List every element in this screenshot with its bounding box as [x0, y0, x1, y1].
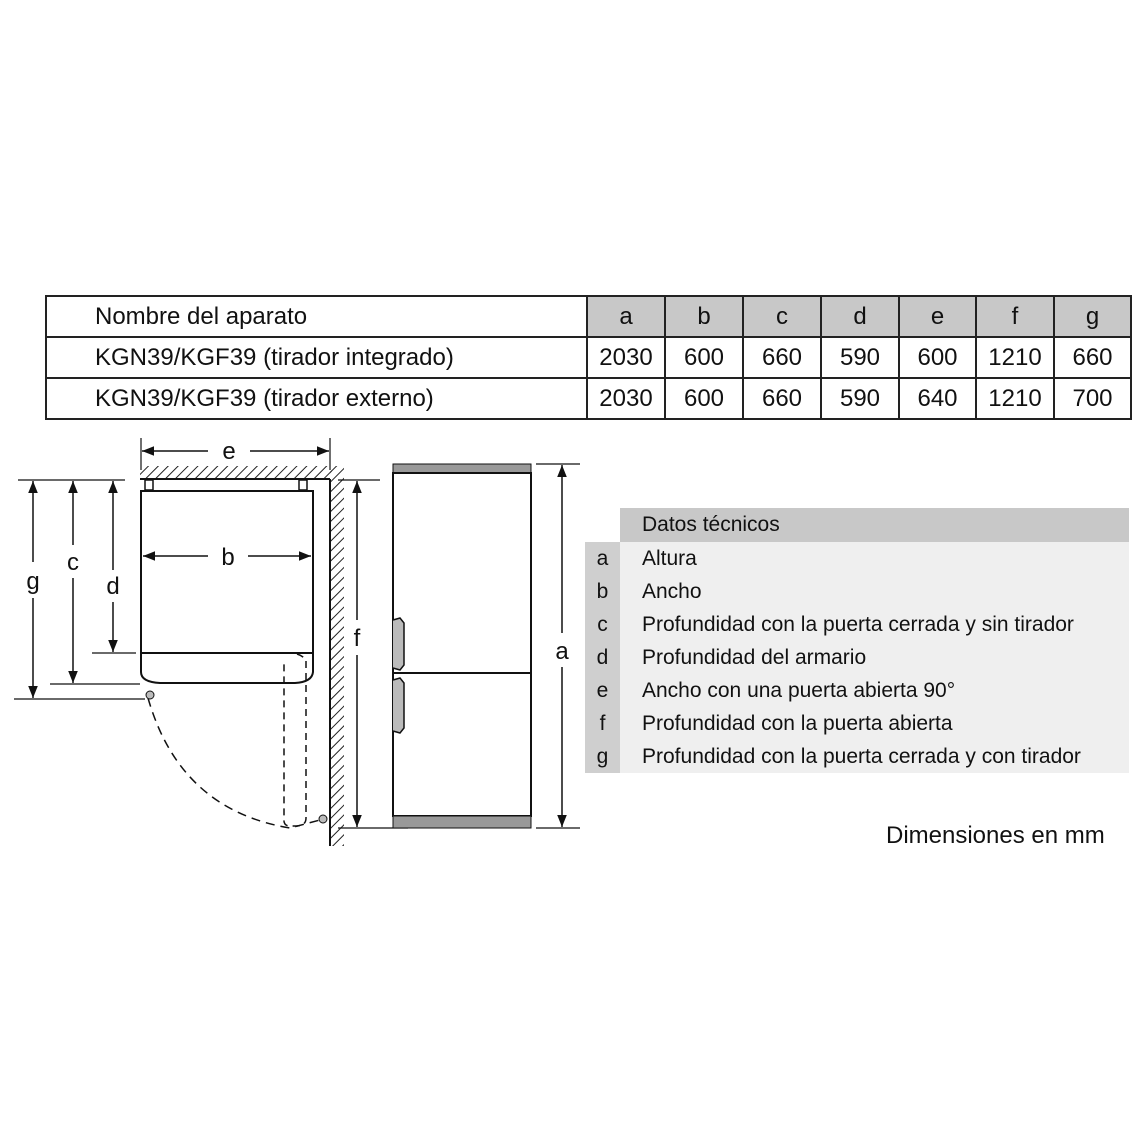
legend-item — [585, 608, 1129, 641]
door-swing-arc — [148, 698, 320, 828]
technical-data-legend — [585, 508, 1129, 773]
column-header-a: a — [587, 296, 665, 337]
legend-item — [585, 542, 1129, 575]
model-name-cell: KGN39/KGF39 (tirador integrado) — [46, 337, 587, 378]
value-cell-e: 600 — [899, 337, 976, 378]
legend-item-text: Altura — [620, 542, 1129, 575]
spacer-right — [299, 480, 307, 490]
units-note: Dimensiones en mm — [886, 822, 1105, 849]
value-cell-a: 2030 — [587, 378, 665, 419]
value-cell-c: 660 — [743, 337, 821, 378]
legend-item-text: Profundidad del armario — [620, 641, 1129, 674]
value-cell-b: 600 — [665, 337, 743, 378]
front-view — [393, 464, 580, 828]
legend-item-text: Ancho con una puerta abierta 90° — [620, 674, 1129, 707]
fridge-body — [393, 473, 531, 816]
dim-e-label: e — [222, 438, 236, 465]
cabinet-outline — [141, 491, 313, 653]
legend-header-spacer — [585, 508, 620, 542]
value-cell-a: 2030 — [587, 337, 665, 378]
fridge-bottom-band — [393, 816, 531, 828]
legend-item-letter: f — [585, 707, 620, 740]
column-header-b: b — [665, 296, 743, 337]
legend-item-text: Ancho — [620, 575, 1129, 608]
legend-item-text: Profundidad con la puerta abierta — [620, 707, 1129, 740]
hinge-point-left — [146, 691, 154, 699]
legend-item — [585, 707, 1129, 740]
value-cell-d: 590 — [821, 337, 899, 378]
dim-d-label: d — [106, 573, 120, 600]
legend-item — [585, 740, 1129, 773]
legend-item-letter: d — [585, 641, 620, 674]
legend-header — [585, 508, 1129, 542]
dim-a-label: a — [555, 638, 569, 665]
value-cell-f: 1210 — [976, 378, 1054, 419]
legend-item — [585, 641, 1129, 674]
upper-handle — [393, 618, 404, 670]
lower-handle — [393, 678, 404, 733]
column-header-e: e — [899, 296, 976, 337]
dim-b-label: b — [221, 544, 235, 571]
column-header-d: d — [821, 296, 899, 337]
legend-item-letter: c — [585, 608, 620, 641]
value-cell-g: 700 — [1054, 378, 1131, 419]
door-outline — [141, 653, 313, 683]
value-cell-d: 590 — [821, 378, 899, 419]
dim-c-label: c — [67, 549, 79, 576]
model-name-cell: KGN39/KGF39 (tirador externo) — [46, 378, 587, 419]
hinge-point-right — [319, 815, 327, 823]
spacer-left — [145, 480, 153, 490]
legend-item-text: Profundidad con la puerta cerrada y con tirador — [620, 740, 1129, 773]
value-cell-f: 1210 — [976, 337, 1054, 378]
side-wall-hatch — [330, 466, 344, 846]
value-cell-g: 660 — [1054, 337, 1131, 378]
value-cell-b: 600 — [665, 378, 743, 419]
column-header-c: c — [743, 296, 821, 337]
legend-item-letter: e — [585, 674, 620, 707]
column-header-name: Nombre del aparato — [46, 296, 587, 337]
top-view — [14, 438, 344, 846]
fridge-top-band — [393, 464, 531, 473]
back-wall-hatch — [140, 466, 332, 479]
legend-item-letter: b — [585, 575, 620, 608]
column-header-f: f — [976, 296, 1054, 337]
legend-item-text: Profundidad con la puerta cerrada y sin tirador — [620, 608, 1129, 641]
dim-g-label: g — [26, 568, 40, 595]
value-cell-c: 660 — [743, 378, 821, 419]
value-cell-e: 640 — [899, 378, 976, 419]
legend-item — [585, 575, 1129, 608]
legend-item-letter: g — [585, 740, 620, 773]
legend-item-letter: a — [585, 542, 620, 575]
legend-title: Datos técnicos — [620, 508, 1129, 542]
dim-f-label: f — [353, 625, 361, 652]
legend-item — [585, 674, 1129, 707]
column-header-g: g — [1054, 296, 1131, 337]
